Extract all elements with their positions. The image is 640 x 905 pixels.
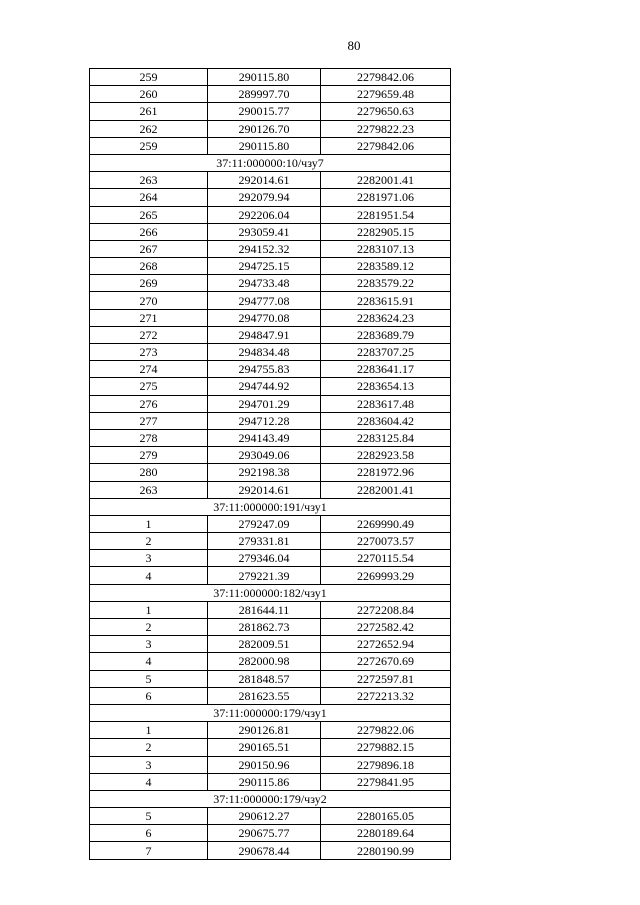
y-coordinate-cell: 2270073.57 xyxy=(321,533,451,550)
y-coordinate-cell: 2283107.13 xyxy=(321,240,451,257)
x-coordinate-cell: 279247.09 xyxy=(208,515,321,532)
y-coordinate-cell: 2283689.79 xyxy=(321,326,451,343)
table-row xyxy=(90,533,451,550)
table-row xyxy=(90,103,451,120)
table-row xyxy=(90,395,451,412)
point-number-cell: 265 xyxy=(90,206,208,223)
table-row xyxy=(90,258,451,275)
point-number-cell: 271 xyxy=(90,309,208,326)
section-header-row xyxy=(90,584,451,601)
point-number-cell: 3 xyxy=(90,550,208,567)
cadastral-number: 37:11:000000:191/чзу1 xyxy=(90,498,451,515)
y-coordinate-cell: 2282923.58 xyxy=(321,447,451,464)
y-coordinate-cell: 2272670.69 xyxy=(321,653,451,670)
point-number-cell: 276 xyxy=(90,395,208,412)
table-row xyxy=(90,636,451,653)
point-number-cell: 259 xyxy=(90,69,208,86)
x-coordinate-cell: 294725.15 xyxy=(208,258,321,275)
point-number-cell: 4 xyxy=(90,567,208,584)
table-row xyxy=(90,756,451,773)
cadastral-number: 37:11:000000:179/чзу2 xyxy=(90,790,451,807)
point-number-cell: 2 xyxy=(90,619,208,636)
point-number-cell: 1 xyxy=(90,601,208,618)
x-coordinate-cell: 290165.51 xyxy=(208,739,321,756)
y-coordinate-cell: 2280190.99 xyxy=(321,842,451,859)
section-header-row xyxy=(90,498,451,515)
x-coordinate-cell: 293059.41 xyxy=(208,223,321,240)
x-coordinate-cell: 279221.39 xyxy=(208,567,321,584)
x-coordinate-cell: 290126.81 xyxy=(208,722,321,739)
x-coordinate-cell: 294701.29 xyxy=(208,395,321,412)
point-number-cell: 272 xyxy=(90,326,208,343)
y-coordinate-cell: 2272213.32 xyxy=(321,687,451,704)
x-coordinate-cell: 294152.32 xyxy=(208,240,321,257)
y-coordinate-cell: 2279882.15 xyxy=(321,739,451,756)
point-number-cell: 263 xyxy=(90,481,208,498)
x-coordinate-cell: 290612.27 xyxy=(208,808,321,825)
point-number-cell: 262 xyxy=(90,120,208,137)
section-header-row xyxy=(90,154,451,171)
y-coordinate-cell: 2282001.41 xyxy=(321,481,451,498)
table-row xyxy=(90,515,451,532)
x-coordinate-cell: 281862.73 xyxy=(208,619,321,636)
cadastral-number: 37:11:000000:10/чзу7 xyxy=(90,154,451,171)
table-row xyxy=(90,722,451,739)
point-number-cell: 6 xyxy=(90,687,208,704)
table-row xyxy=(90,447,451,464)
y-coordinate-cell: 2282001.41 xyxy=(321,172,451,189)
x-coordinate-cell: 282009.51 xyxy=(208,636,321,653)
x-coordinate-cell: 281848.57 xyxy=(208,670,321,687)
y-coordinate-cell: 2272582.42 xyxy=(321,619,451,636)
x-coordinate-cell: 290126.70 xyxy=(208,120,321,137)
point-number-cell: 5 xyxy=(90,808,208,825)
point-number-cell: 268 xyxy=(90,258,208,275)
point-number-cell: 264 xyxy=(90,189,208,206)
table-row xyxy=(90,223,451,240)
page-number: 80 xyxy=(347,38,361,53)
x-coordinate-cell: 293049.06 xyxy=(208,447,321,464)
y-coordinate-cell: 2280189.64 xyxy=(321,825,451,842)
point-number-cell: 263 xyxy=(90,172,208,189)
table-row xyxy=(90,481,451,498)
point-number-cell: 278 xyxy=(90,429,208,446)
x-coordinate-cell: 294834.48 xyxy=(208,344,321,361)
y-coordinate-cell: 2269993.29 xyxy=(321,567,451,584)
table-row xyxy=(90,292,451,309)
table-row xyxy=(90,69,451,86)
point-number-cell: 277 xyxy=(90,412,208,429)
y-coordinate-cell: 2279896.18 xyxy=(321,756,451,773)
x-coordinate-cell: 282000.98 xyxy=(208,653,321,670)
x-coordinate-cell: 290115.80 xyxy=(208,137,321,154)
table-row xyxy=(90,326,451,343)
table-row xyxy=(90,842,451,859)
point-number-cell: 5 xyxy=(90,670,208,687)
y-coordinate-cell: 2283617.48 xyxy=(321,395,451,412)
point-number-cell: 275 xyxy=(90,378,208,395)
point-number-cell: 274 xyxy=(90,361,208,378)
y-coordinate-cell: 2283624.23 xyxy=(321,309,451,326)
point-number-cell: 259 xyxy=(90,137,208,154)
table-row xyxy=(90,86,451,103)
point-number-cell: 3 xyxy=(90,636,208,653)
x-coordinate-cell: 294733.48 xyxy=(208,275,321,292)
table-row xyxy=(90,653,451,670)
x-coordinate-cell: 292206.04 xyxy=(208,206,321,223)
coordinates-table xyxy=(89,68,451,860)
y-coordinate-cell: 2269990.49 xyxy=(321,515,451,532)
table-row xyxy=(90,739,451,756)
table-row xyxy=(90,429,451,446)
y-coordinate-cell: 2279822.06 xyxy=(321,722,451,739)
x-coordinate-cell: 292014.61 xyxy=(208,172,321,189)
table-row xyxy=(90,137,451,154)
table-row xyxy=(90,275,451,292)
table-row xyxy=(90,240,451,257)
x-coordinate-cell: 279331.81 xyxy=(208,533,321,550)
y-coordinate-cell: 2283579.22 xyxy=(321,275,451,292)
y-coordinate-cell: 2279841.95 xyxy=(321,773,451,790)
y-coordinate-cell: 2283615.91 xyxy=(321,292,451,309)
coordinates-table-body xyxy=(90,69,451,860)
y-coordinate-cell: 2281972.96 xyxy=(321,464,451,481)
point-number-cell: 267 xyxy=(90,240,208,257)
x-coordinate-cell: 290678.44 xyxy=(208,842,321,859)
x-coordinate-cell: 294847.91 xyxy=(208,326,321,343)
table-row xyxy=(90,773,451,790)
section-header-row xyxy=(90,790,451,807)
table-row xyxy=(90,189,451,206)
table-row xyxy=(90,670,451,687)
x-coordinate-cell: 292198.38 xyxy=(208,464,321,481)
y-coordinate-cell: 2282905.15 xyxy=(321,223,451,240)
y-coordinate-cell: 2279842.06 xyxy=(321,69,451,86)
y-coordinate-cell: 2283604.42 xyxy=(321,412,451,429)
x-coordinate-cell: 294770.08 xyxy=(208,309,321,326)
point-number-cell: 280 xyxy=(90,464,208,481)
x-coordinate-cell: 281644.11 xyxy=(208,601,321,618)
y-coordinate-cell: 2283654.13 xyxy=(321,378,451,395)
table-row xyxy=(90,808,451,825)
x-coordinate-cell: 281623.55 xyxy=(208,687,321,704)
y-coordinate-cell: 2281971.06 xyxy=(321,189,451,206)
y-coordinate-cell: 2283589.12 xyxy=(321,258,451,275)
point-number-cell: 4 xyxy=(90,773,208,790)
section-header-row xyxy=(90,704,451,721)
x-coordinate-cell: 290150.96 xyxy=(208,756,321,773)
point-number-cell: 6 xyxy=(90,825,208,842)
point-number-cell: 279 xyxy=(90,447,208,464)
point-number-cell: 1 xyxy=(90,515,208,532)
y-coordinate-cell: 2281951.54 xyxy=(321,206,451,223)
y-coordinate-cell: 2279650.63 xyxy=(321,103,451,120)
point-number-cell: 2 xyxy=(90,533,208,550)
point-number-cell: 273 xyxy=(90,344,208,361)
y-coordinate-cell: 2280165.05 xyxy=(321,808,451,825)
point-number-cell: 266 xyxy=(90,223,208,240)
table-row xyxy=(90,601,451,618)
x-coordinate-cell: 294777.08 xyxy=(208,292,321,309)
table-row xyxy=(90,361,451,378)
y-coordinate-cell: 2270115.54 xyxy=(321,550,451,567)
table-row xyxy=(90,412,451,429)
y-coordinate-cell: 2279659.48 xyxy=(321,86,451,103)
x-coordinate-cell: 292014.61 xyxy=(208,481,321,498)
point-number-cell: 2 xyxy=(90,739,208,756)
point-number-cell: 3 xyxy=(90,756,208,773)
y-coordinate-cell: 2272652.94 xyxy=(321,636,451,653)
table-row xyxy=(90,344,451,361)
point-number-cell: 1 xyxy=(90,722,208,739)
point-number-cell: 261 xyxy=(90,103,208,120)
point-number-cell: 4 xyxy=(90,653,208,670)
y-coordinate-cell: 2283707.25 xyxy=(321,344,451,361)
x-coordinate-cell: 290115.80 xyxy=(208,69,321,86)
point-number-cell: 7 xyxy=(90,842,208,859)
table-row xyxy=(90,619,451,636)
table-row xyxy=(90,687,451,704)
table-row xyxy=(90,550,451,567)
table-row xyxy=(90,825,451,842)
y-coordinate-cell: 2272597.81 xyxy=(321,670,451,687)
y-coordinate-cell: 2279842.06 xyxy=(321,137,451,154)
table-row xyxy=(90,464,451,481)
y-coordinate-cell: 2283125.84 xyxy=(321,429,451,446)
y-coordinate-cell: 2283641.17 xyxy=(321,361,451,378)
y-coordinate-cell: 2279822.23 xyxy=(321,120,451,137)
table-row xyxy=(90,206,451,223)
x-coordinate-cell: 292079.94 xyxy=(208,189,321,206)
table-row xyxy=(90,567,451,584)
x-coordinate-cell: 279346.04 xyxy=(208,550,321,567)
table-row xyxy=(90,378,451,395)
y-coordinate-cell: 2272208.84 xyxy=(321,601,451,618)
table-row xyxy=(90,309,451,326)
point-number-cell: 270 xyxy=(90,292,208,309)
table-row xyxy=(90,172,451,189)
x-coordinate-cell: 290115.86 xyxy=(208,773,321,790)
x-coordinate-cell: 294744.92 xyxy=(208,378,321,395)
x-coordinate-cell: 290675.77 xyxy=(208,825,321,842)
x-coordinate-cell: 294712.28 xyxy=(208,412,321,429)
x-coordinate-cell: 294143.49 xyxy=(208,429,321,446)
table-row xyxy=(90,120,451,137)
x-coordinate-cell: 289997.70 xyxy=(208,86,321,103)
point-number-cell: 260 xyxy=(90,86,208,103)
x-coordinate-cell: 290015.77 xyxy=(208,103,321,120)
x-coordinate-cell: 294755.83 xyxy=(208,361,321,378)
cadastral-number: 37:11:000000:179/чзу1 xyxy=(90,704,451,721)
point-number-cell: 269 xyxy=(90,275,208,292)
cadastral-number: 37:11:000000:182/чзу1 xyxy=(90,584,451,601)
